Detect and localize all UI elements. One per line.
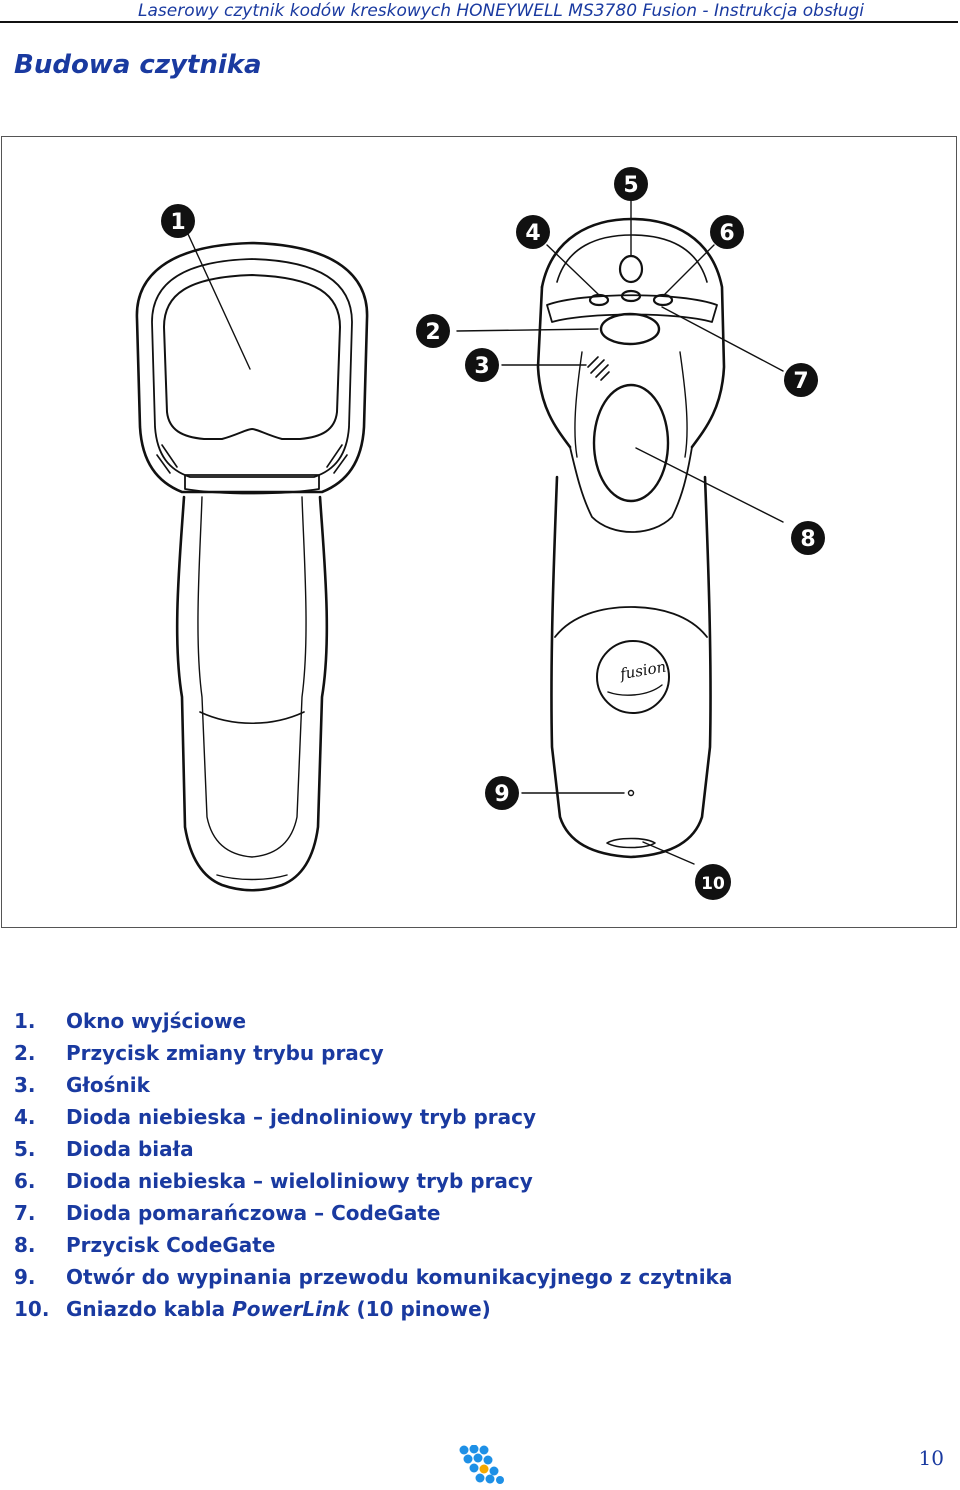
list-item: 9. Otwór do wypinania przewodu komunikacyjnego z czytnika	[14, 1265, 733, 1289]
list-item: 8. Przycisk CodeGate	[14, 1233, 276, 1257]
list-item: 6. Dioda niebieska – wieloliniowy tryb pracy	[14, 1169, 533, 1193]
callout-6	[710, 215, 744, 249]
callout-8	[791, 521, 825, 555]
callout-9	[485, 776, 519, 810]
svg-text:10: 10	[701, 874, 725, 894]
page-number: 10	[918, 1446, 944, 1470]
section-title: Budowa czytnika	[14, 50, 262, 80]
company-logo	[458, 1445, 510, 1485]
svg-text:9: 9	[494, 782, 510, 807]
front-view	[137, 243, 367, 890]
back-view	[538, 219, 724, 857]
parts-list	[14, 1005, 732, 1325]
running-header: Laserowy czytnik kodów kreskowych HONEYWELL MS3780 Fusion - Instrukcja obsługi	[138, 1, 864, 21]
fusion-logo: fusion	[618, 657, 668, 684]
scanner-diagram	[1, 136, 957, 928]
list-item: 5. Dioda biała	[14, 1137, 194, 1161]
svg-text:3: 3	[474, 354, 490, 379]
svg-text:4: 4	[525, 221, 541, 246]
header-rule	[0, 21, 958, 23]
callout-3	[465, 348, 499, 382]
svg-text:7: 7	[793, 369, 809, 394]
callout-2	[416, 314, 450, 348]
callout-1	[161, 204, 195, 238]
svg-text:5: 5	[623, 173, 639, 198]
list-item: 10. Gniazdo kabla PowerLink (10 pinowe)	[14, 1297, 491, 1321]
svg-text:8: 8	[800, 527, 816, 552]
scanner-drawing	[2, 137, 956, 927]
svg-text:2: 2	[425, 320, 441, 345]
callout-4	[516, 215, 550, 249]
list-item: 4. Dioda niebieska – jednoliniowy tryb pracy	[14, 1105, 537, 1129]
callout-5	[614, 167, 648, 201]
list-item: 7. Dioda pomarańczowa – CodeGate	[14, 1201, 441, 1225]
callout-7	[784, 363, 818, 397]
list-item: 3. Głośnik	[14, 1073, 150, 1097]
svg-text:6: 6	[719, 221, 735, 246]
svg-text:1: 1	[170, 210, 186, 235]
list-item: 1. Okno wyjściowe	[14, 1009, 247, 1033]
callout-10	[695, 864, 731, 900]
list-item: 2. Przycisk zmiany trybu pracy	[14, 1041, 384, 1065]
